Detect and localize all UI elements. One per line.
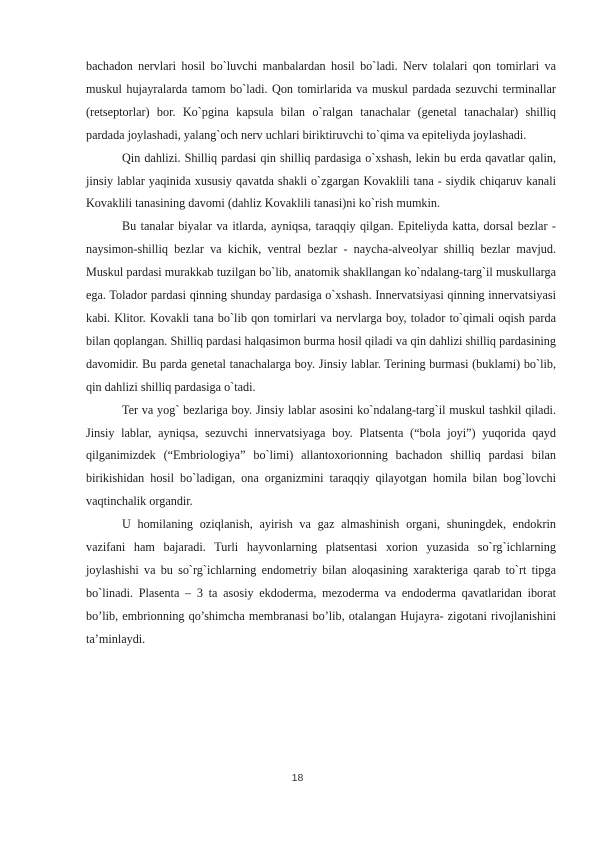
paragraph-4: Ter va yog` bezlariga boy. Jinsiy lablar asosini ko`ndalang-targ`il muskul tashkil qiladi. Jinsiy lablar, ayniqsa, sezuvchi innervatsiyaga boy. Platsenta (“bola joyi”) yuqorida qayd qilganimizdek (“Embriologiya” bo`limi) allantoxorionning bachadon shilliq pardasi bilan birikishidan hosil bo`ladigan, ona organizmini taraqqiy qilayotgan homila bilan bog`lovchi vaqtinchalik organdir.	[86, 402, 556, 509]
paragraph-3: Bu tanalar biyalar va itlarda, ayniqsa, taraqqiy qilgan. Epiteliyda katta, dorsal bezlar - naysimon-shilliq bezlar va kichik, ventral bezlar - naycha-alveolyar shilliq bezlar mavjud. Muskul pardasi murakkab tuzilgan bo`lib, anatomik shakllangan ko`ndalang-targ`il muskullarga ega. Tolador pardasi qinning shunday pardasiga o`xshash. Innervatsiyasi qinning innervatsiyasi kabi. Klitor. Kovakli tana bo`lib qon tomirlari va nervlarga boy, tolador to`qimali oqish parda bilan qoplangan. Shilliq pardasi halqasimon burma hosil qiladi va qin dahlizi shilliq pardasining davomidir. Bu parda genetal tanachalarga boy. Jinsiy lablar. Terining burmasi (buklami) bo`lib, qin dahlizi shilliq pardasiga o`tadi.	[86, 219, 556, 394]
paragraph-2: Qin dahlizi. Shilliq pardasi qin shilliq pardasiga o`xshash, lekin bu erda qavatlar qalin, jinsiy lablar yaqinida xususiy qavatda shakli o`zgargan Kovaklili tana - siydik chiqaruv kanali Kovaklili tanasining davomi (dahliz Kovaklili tanasi)ni ko`rish mumkin.	[86, 150, 556, 211]
body-text	[86, 55, 556, 651]
paragraph-5: U homilaning oziqlanish, ayirish va gaz almashinish organi, shuningdek, endokrin vazifani ham bajaradi. Turli hayvonlarning platsentasi xorion yuzasida so`rg`ichlarning joylashishi va bu so`rg`ichlarning endometriy bilan aloqasining xarakteriga qarab to`rt tipga bo`linadi. Plasenta – 3 ta asosiy ekdoderma, mezoderma va endoderma qavatlaridan iborat bo’lib, embrionning qo’shimcha membranasi bo’lib, otalangan Hujayra- zigotani rivojlanishini ta’minlaydi.	[86, 517, 556, 646]
page-number: 18	[291, 772, 304, 784]
paragraph-1: bachadon nervlari hosil bo`luvchi manbalardan hosil bo`ladi. Nerv tolalari qon tomirlari va muskul hujayralarda tamom bo`ladi. Qon tomirlarida va muskul pardada sezuvchi terminallar (retseptorlar) bor. Ko`pgina kapsula bilan o`ralgan tanachalar (genetal tanachalar) shilliq pardada joylashadi, yalang`och nerv uchlari biriktiruvchi to`qima va epiteliyda joylashadi.	[86, 59, 556, 142]
